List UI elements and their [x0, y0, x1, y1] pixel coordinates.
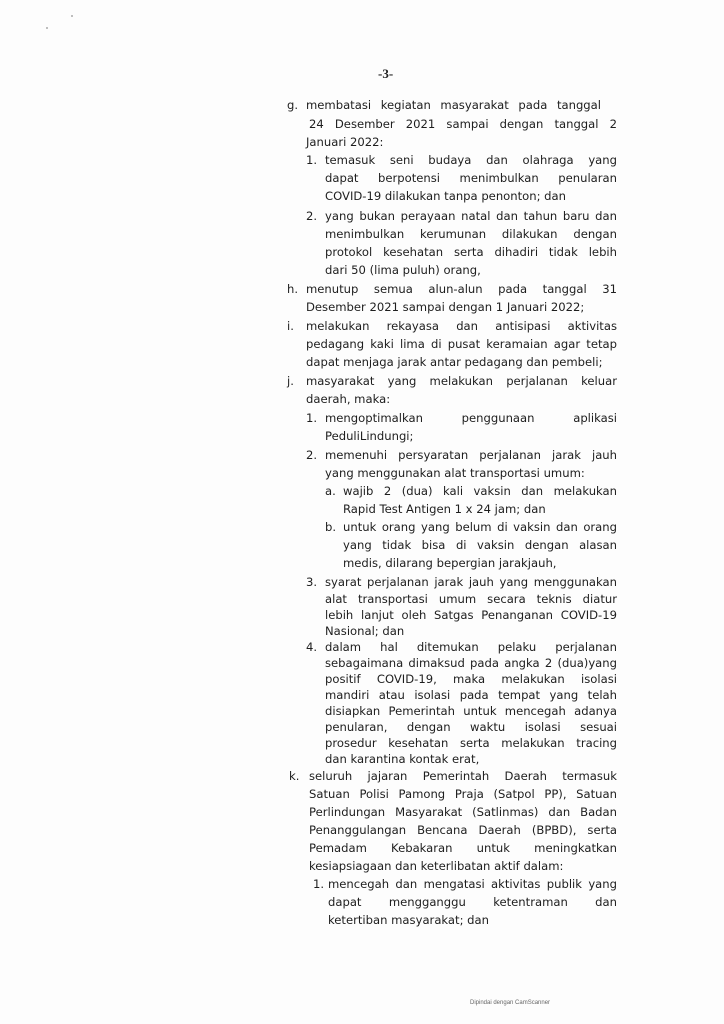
item-i-line: melakukan rekayasa dan antisipasi aktivitas [306, 319, 617, 333]
item-g1-line: dapat berpotensi menimbulkan penularan [325, 171, 617, 185]
item-j3-line: alat transportasi umum secara teknis diatur [325, 592, 617, 606]
item-j2b-line: untuk orang yang belum di vaksin dan orang [343, 520, 617, 534]
item-j4-line: dan karantina kontak erat, [325, 752, 480, 766]
item-g2-line: menimbulkan kerumunan dilakukan dengan [325, 227, 617, 241]
item-j4-line: mandiri atau isolasi pada tempat yang telah [325, 688, 617, 702]
item-j2b-marker: b. [325, 520, 337, 534]
item-j3-line: lebih lanjut oleh Satgas Penanganan COVID-19 [325, 608, 617, 622]
item-g2-line: dari 50 (lima puluh) orang, [325, 263, 481, 277]
item-j4-line: dalam hal ditemukan pelaku perjalanan [325, 640, 617, 654]
item-j1-marker: 1. [306, 411, 318, 425]
item-j2a-line: wajib 2 (dua) kali vaksin dan melakukan [343, 484, 617, 498]
item-j2a-line: Rapid Test Antigen 1 x 24 jam; dan [343, 502, 546, 516]
item-i-line: pedagang kaki lima di pusat keramaian agar tetap [306, 337, 617, 351]
item-g-line: Januari 2022: [306, 135, 384, 149]
item-j4-line: prosedur kesehatan serta melakukan tracing [325, 736, 617, 750]
item-g2-marker: 2. [306, 209, 318, 223]
item-j2b-line: medis, dilarang bepergian jarakjauh, [343, 556, 557, 570]
item-k1-line: ketertiban masyarakat; dan [328, 913, 489, 927]
item-k-line: kesiapsiagaan dan keterlibatan aktif dalam: [309, 859, 564, 873]
item-k-line: seluruh jajaran Pemerintah Daerah termasuk [309, 769, 617, 783]
item-j1-line: PeduliLindungi; [325, 429, 414, 443]
item-k-line: Satuan Polisi Pamong Praja (Satpol PP), Satuan [309, 787, 617, 801]
item-h-marker: h. [287, 282, 299, 296]
item-k1-line: mencegah dan mengatasi aktivitas publik yang [328, 877, 617, 891]
item-j3-line: syarat perjalanan jarak jauh yang menggunakan [325, 575, 617, 589]
item-h-line: Desember 2021 sampai dengan 1 Januari 2022; [306, 300, 585, 314]
item-j4-line: positif COVID-19, maka melakukan isolasi [325, 672, 617, 686]
item-g-marker: g. [287, 98, 299, 112]
item-j2-line: yang menggunakan alat transportasi umum: [325, 466, 585, 480]
item-g-line: membatasi kegiatan masyarakat pada tanggal [306, 98, 601, 112]
scanner-watermark: Dipindai dengan CamScanner [470, 1000, 551, 1006]
item-h-line: menutup semua alun-alun pada tanggal 31 [306, 282, 617, 296]
item-g1-line: COVID-19 dilakukan tanpa penonton; dan [325, 189, 566, 203]
item-j4-line: penularan, dengan waktu isolasi sesuai [325, 720, 617, 734]
item-k1-marker: 1. [313, 877, 325, 891]
item-j1-line: mengoptimalkan penggunaan aplikasi [325, 411, 617, 425]
item-g2-line: protokol kesehatan serta dihadiri tidak lebih [325, 245, 617, 259]
item-g-line: 24 Desember 2021 sampai dengan tanggal 2 [309, 117, 617, 131]
item-j4-marker: 4. [306, 640, 318, 654]
item-j2b-line: yang tidak bisa di vaksin dengan alasan [343, 538, 617, 552]
page-number: -3- [378, 66, 394, 81]
item-j-marker: j. [287, 374, 294, 388]
item-g1-marker: 1. [306, 153, 318, 167]
item-k-line: Penanggulangan Bencana Daerah (BPBD), serta [309, 823, 617, 837]
item-j4-line: sebagaimana dimaksud pada angka 2 (dua)yang [325, 656, 617, 670]
item-k1-line: dapat mengganggu ketentraman dan [328, 895, 617, 909]
item-j2-marker: 2. [306, 448, 318, 462]
item-i-marker: i. [287, 319, 294, 333]
item-i-line: dapat menjaga jarak antar pedagang dan pembeli; [306, 355, 603, 369]
item-j3-marker: 3. [306, 575, 318, 589]
item-j2-line: memenuhi persyaratan perjalanan jarak jauh [325, 448, 617, 462]
scan-speck [71, 15, 73, 17]
item-k-line: Pemadam Kebakaran untuk meningkatkan [309, 841, 617, 855]
scan-speck [46, 27, 48, 29]
item-g1-line: temasuk seni budaya dan olahraga yang [325, 153, 617, 167]
item-j-line: masyarakat yang melakukan perjalanan keluar [306, 374, 617, 388]
item-j4-line: disiapkan Pemerintah untuk mencegah adanya [325, 704, 617, 718]
item-g2-line: yang bukan perayaan natal dan tahun baru dan [325, 209, 617, 223]
item-k-line: Perlindungan Masyarakat (Satlinmas) dan Badan [309, 805, 617, 819]
item-j2a-marker: a. [325, 484, 336, 498]
item-k-marker: k. [289, 769, 300, 783]
item-j3-line: Nasional; dan [325, 624, 405, 638]
item-j-line: daerah, maka: [306, 392, 391, 406]
